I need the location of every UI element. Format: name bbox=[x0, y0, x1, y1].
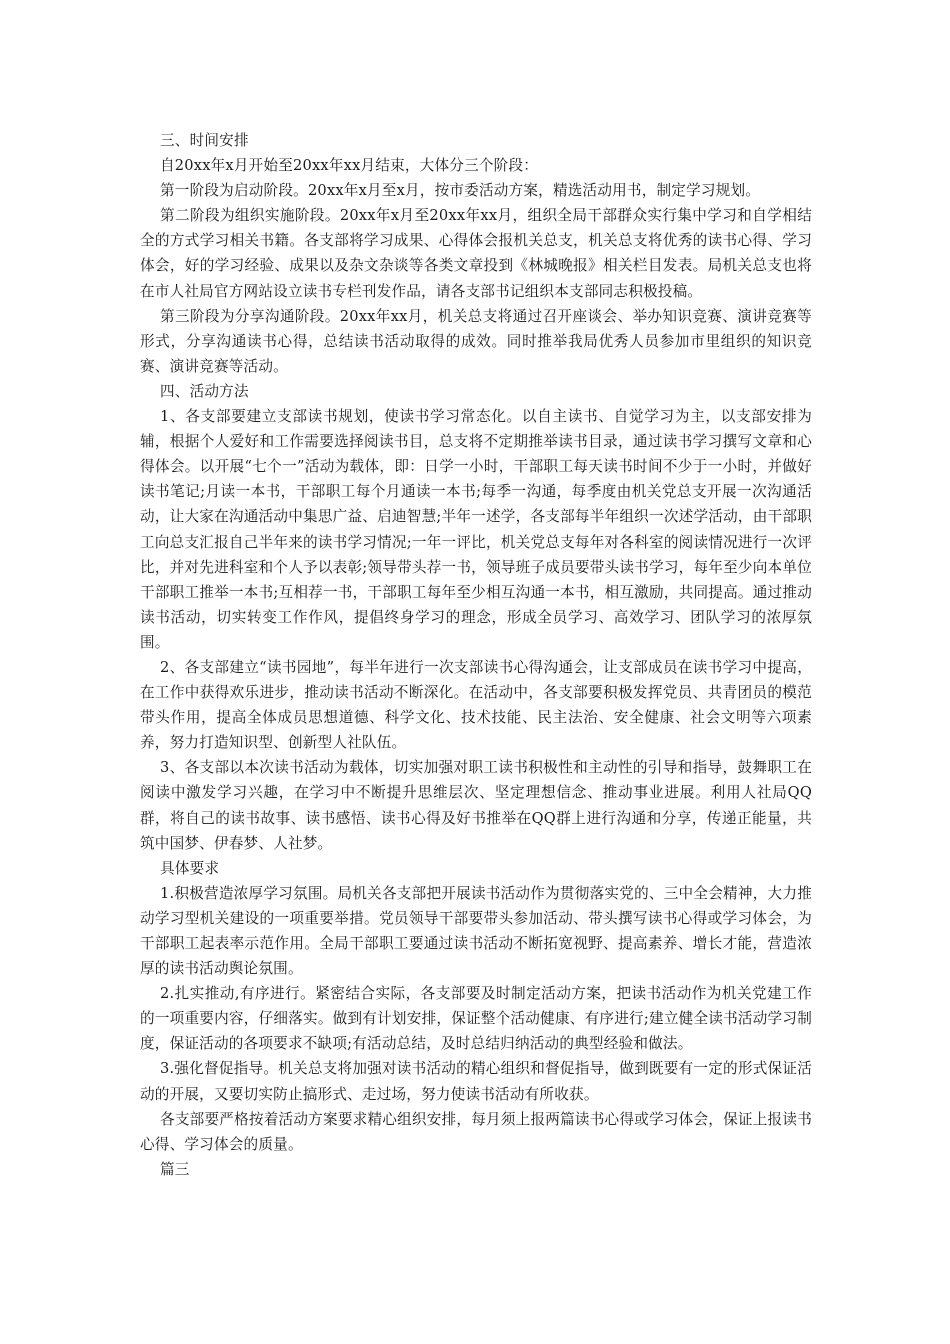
section-heading-requirements: 具体要求 bbox=[160, 859, 220, 877]
paragraph-phase-one: 第一阶段为启动阶段。20xx年x月至x月，按市委活动方案，精选活动用书，制定学习规划。 bbox=[160, 182, 761, 200]
paragraph-requirement-three: 3.强化督促指导。机关总支将加强对读书活动的精心组织和督促指导，做到既要有一定的形式保证活动的开展，又要切实防止搞形式、走过场，努力使读书活动有所收获。 bbox=[140, 1060, 812, 1103]
paragraph-phase-three: 第三阶段为分享沟通阶段。20xx年xx月，机关总支将通过召开座谈会、举办知识竞赛、演讲竞赛等形式，分享沟通读书心得，总结读书活动取得的成效。同时推举我局优秀人员参加市里组织的知识竞赛、演讲竞赛等活动。 bbox=[140, 307, 812, 375]
section-heading-methods: 四、活动方法 bbox=[160, 382, 249, 400]
paragraph-closing: 各支部要严格按着活动方案要求精心组织安排，每月须上报两篇读书心得或学习体会，保证上报读书心得、学习体会的质量。 bbox=[140, 1110, 812, 1153]
paragraph-phase-two: 第二阶段为组织实施阶段。20xx年x月至20xx年xx月，组织全局干部群众实行集中学习和自学相结全的方式学习相关书籍。各支部将学习成果、心得体会报机关总支，机关总支将优秀的读书心得、学习体会，好的学习经验、成果以及杂文杂谈等各类文章投到《林城晚报》相关栏目发表。局机关总支也将在市人社局官方网站设立读书专栏刊发作品，请各支部书记组织本支部同志积极投稿。 bbox=[140, 207, 812, 300]
paragraph-schedule-intro: 自20xx年x月开始至20xx年xx月结束，大体分三个阶段： bbox=[160, 157, 539, 175]
document-body bbox=[140, 128, 812, 1182]
section-heading-part-three: 篇三 bbox=[160, 1160, 190, 1178]
section-heading-schedule: 三、时间安排 bbox=[160, 132, 249, 149]
paragraph-method-two: 2、各支部建立“读书园地”，每半年进行一次支部读书心得沟通会，让支部成员在读书学习中提高，在工作中获得欢乐进步，推动读书活动不断深化。在活动中，各支部要积极发挥党员、共青团员的模范带头作用，提高全体成员思想道德、科学文化、技术技能、民主法治、安全健康、社会文明等六项素养，努力打造知识型、创新型人社队伍。 bbox=[140, 658, 812, 752]
paragraph-method-three: 3、各支部以本次读书活动为载体，切实加强对职工读书积极性和主动性的引导和指导，鼓舞职工在阅读中激发学习兴趣，在学习中不断提升思维层次、坚定理想信念、推动事业进展。利用人社局QQ群，将自己的读书故事、读书感悟、读书心得及好书推举在QQ群上进行沟通和分享，传递正能量，共筑中国梦、伊春梦、人社梦。 bbox=[140, 759, 812, 852]
paragraph-requirement-one: 1.积极营造浓厚学习氛围。局机关各支部把开展读书活动作为贯彻落实党的、三中全会精神，大力推动学习型机关建设的一项重要举措。党员领导干部要带头参加活动、带头撰写读书心得或学习体会，为干部职工起表率示范作用。全局干部职工要通过读书活动不断拓宽视野、提高素养、增长才能，营造浓厚的读书活动舆论氛围。 bbox=[140, 884, 812, 978]
paragraph-requirement-two: 2.扎实推动,有序进行。紧密结合实际，各支部要及时制定活动方案，把读书活动作为机关党建工作的一项重要内容，仔细落实。做到有计划安排，保证整个活动健康、有序进行;建立健全读书活动学习制度，保证活动的各项要求不缺项;有活动总结，及时总结归纳活动的典型经验和做法。 bbox=[140, 985, 812, 1053]
paragraph-method-one: 1、各支部要建立支部读书规划，使读书学习常态化。以自主读书、自觉学习为主，以支部安排为辅，根据个人爱好和工作需要选择阅读书目，总支将不定期推举读书目录，通过读书学习撰写文章和心得体会。以开展“七个一”活动为载体，即：日学一小时，干部职工每天读书时间不少于一小时，并做好读书笔记;月读一本书，干部职工每个月通读一本书;每季一沟通，每季度由机关党总支开展一次沟通活动，让大家在沟通活动中集思广益、启迪智慧;半年一述学，各支部每半年组织一次述学活动，由干部职工向总支汇报自己半年来的读书学习情况;一年一评比，机关党总支每年对各科室的阅读情况进行一次评比，并对先进科室和个人予以表彰;领导带头荐一书，领导班子成员要带头读书学习，每年至少向本单位干部职工推举一本书;互相荐一书，干部职工每年至少相互沟通一本书，相互激励，共同提高。通过推动读书活动，切实转变工作作风，提倡终身学习的理念，形成全员学习、高效学习、团队学习的浓厚氛围。 bbox=[140, 408, 812, 651]
